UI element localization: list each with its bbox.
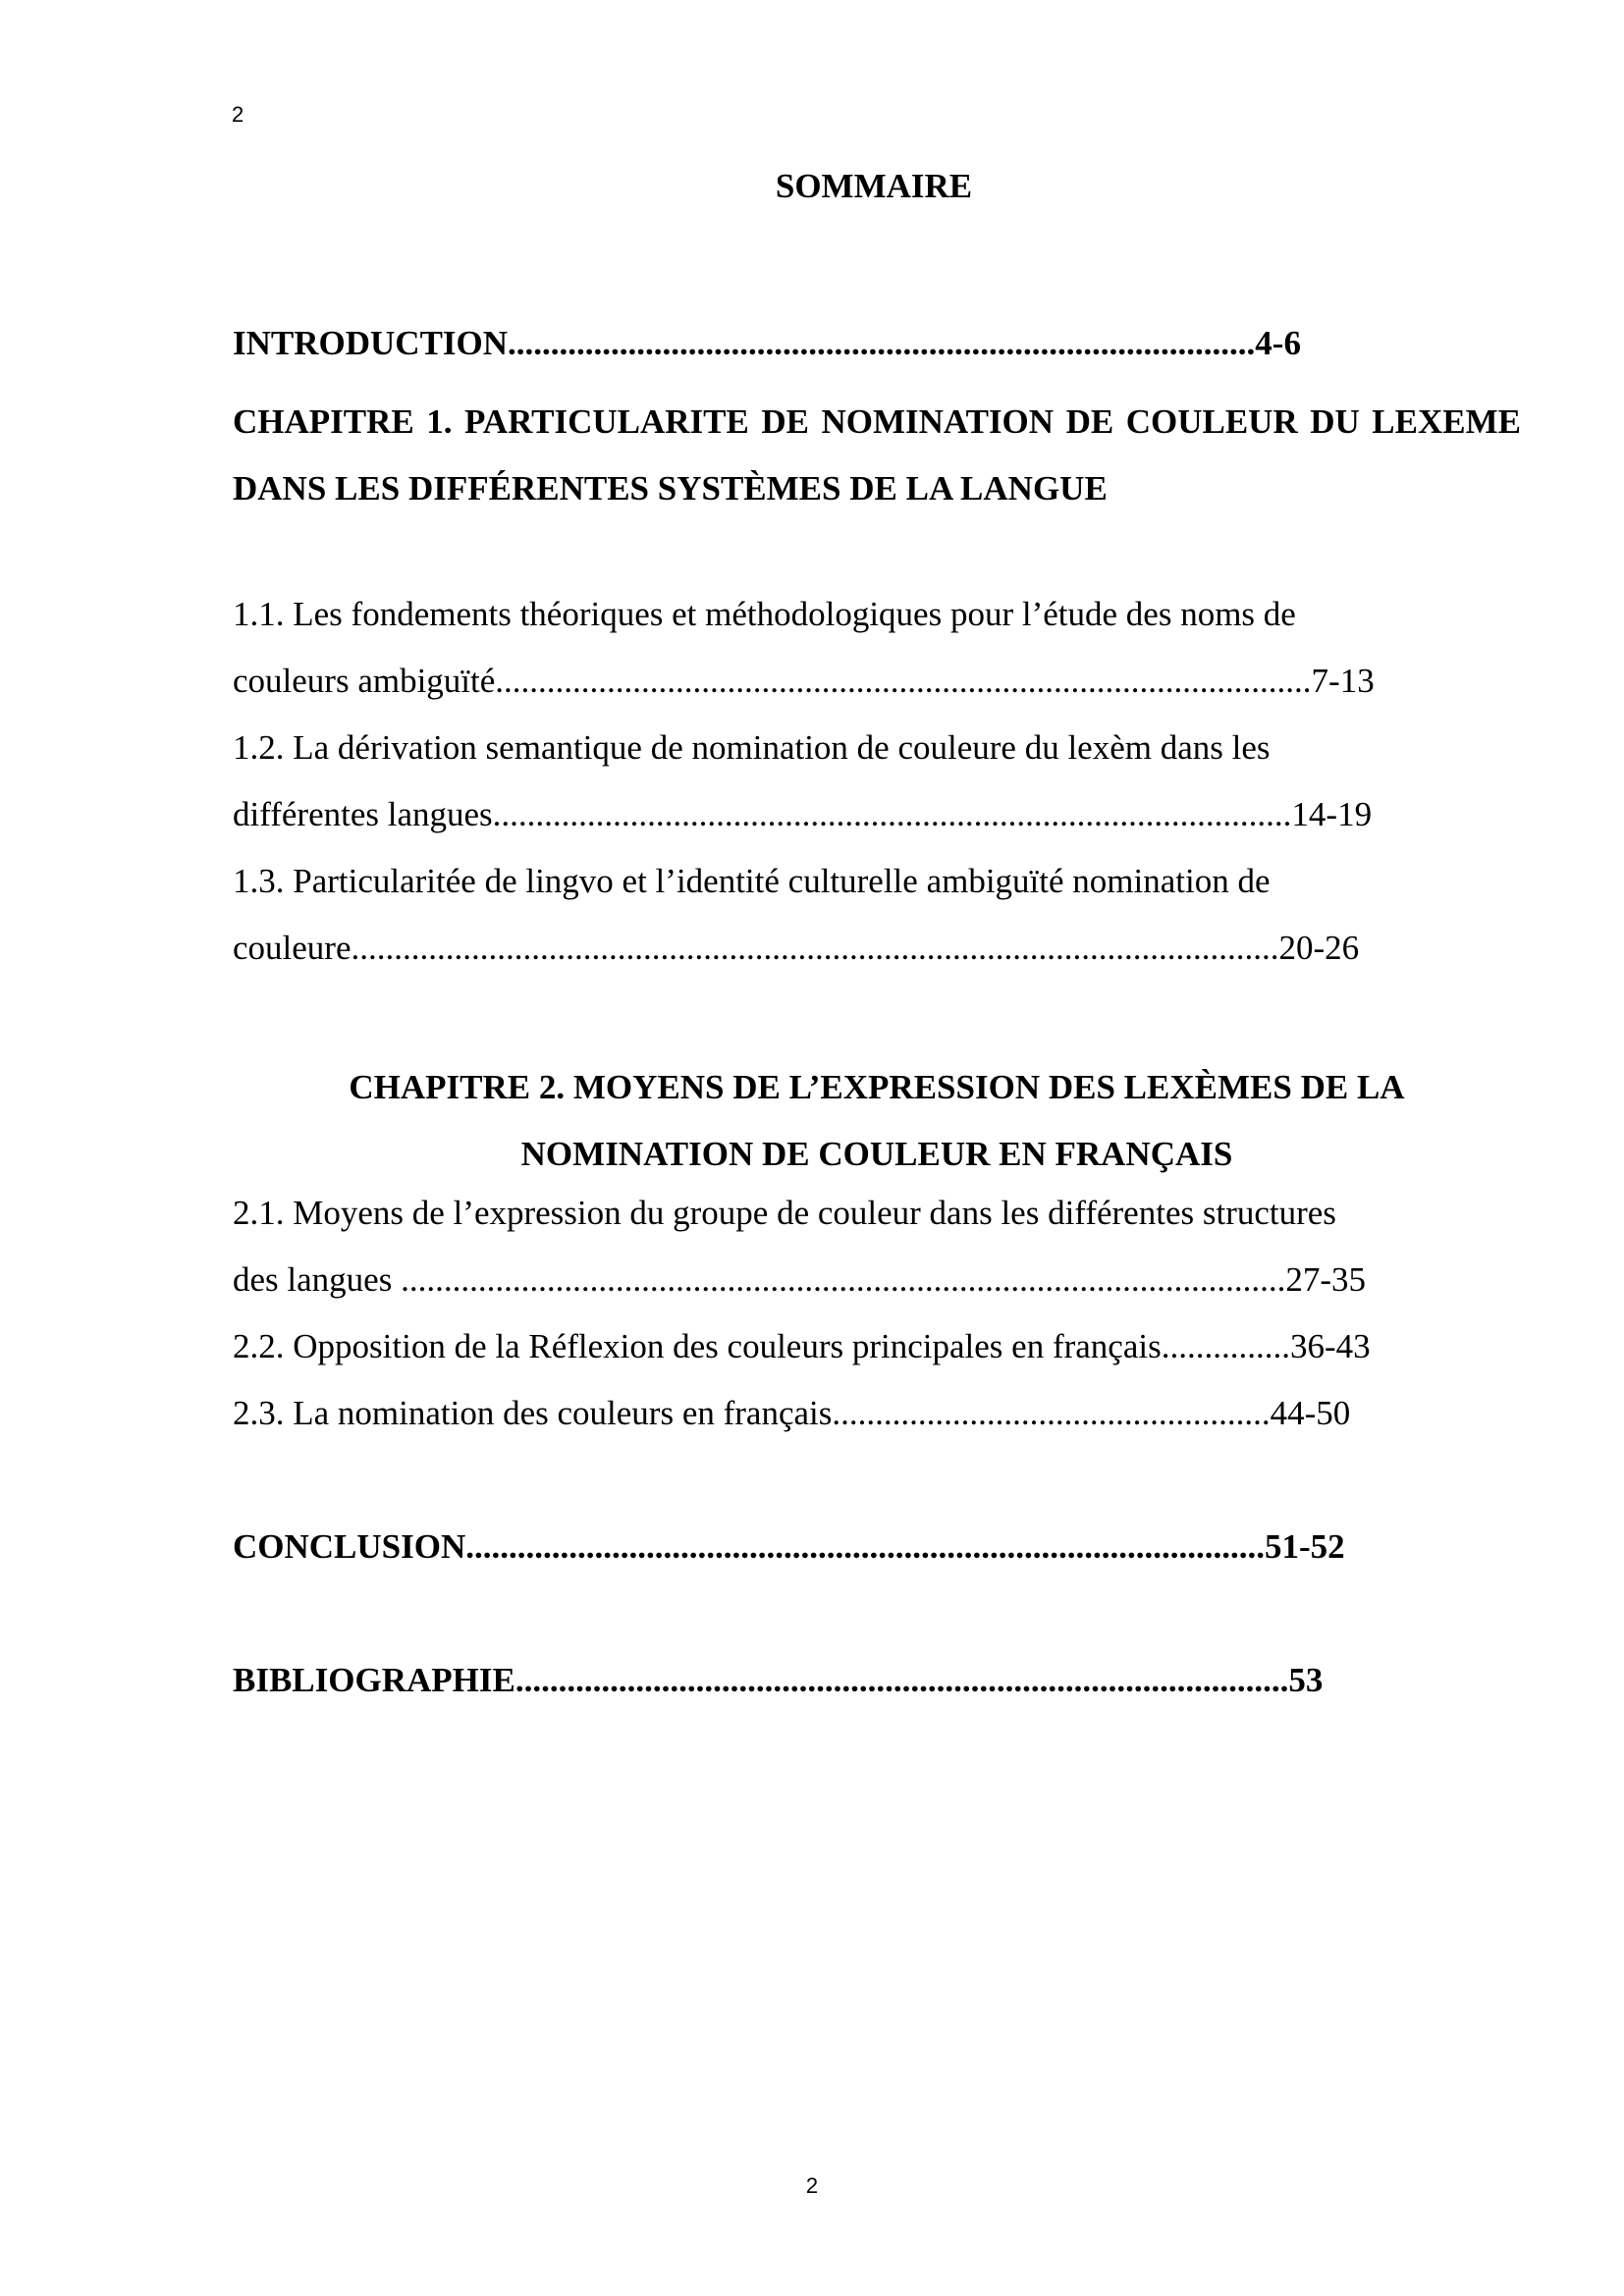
toc-conclusion: CONCLUSION.............................................................................................51-52 [233, 1527, 1345, 1566]
toc-section-1-2-line-1: 1.2. La dérivation semantique de nomination de couleure du lexèm dans les [233, 728, 1271, 767]
toc-section-1-3-line-1: 1.3. Particularitée de lingvo et l’identité culturelle ambiguïté nomination de [233, 862, 1271, 900]
toc-section-1-2-line-2: différentes langues.............................................................................................14-19 [233, 795, 1373, 833]
toc-introduction: INTRODUCTION.......................................................................................4-6 [233, 324, 1301, 362]
toc-chapter-1-title: CHAPITRE 1. PARTICULARITE DE NOMINATION DE COULEUR DU LEXEME DANS LES DIFFÉRENTES SYSTÈMES DE LA LANGUE [233, 402, 1521, 507]
page-title: SOMMAIRE [775, 167, 973, 205]
toc-section-1-1-line-1: 1.1. Les fondements théoriques et méthodologiques pour l’étude des noms de [233, 595, 1296, 633]
toc-section-1-3-line-2: couleure............................................................................................................20-26 [233, 929, 1360, 967]
page-number-top: 2 [232, 102, 244, 127]
page-number-bottom: 2 [805, 2173, 819, 2198]
toc-section-2-2: 2.2. Opposition de la Réflexion des couleurs principales en français...............36-43 [233, 1327, 1371, 1365]
toc-chapter-2-title: CHAPITRE 2. MOYENS DE L’EXPRESSION DES LEXÈMES DE LA NOMINATION DE COULEUR EN FRANÇAIS [349, 1068, 1405, 1173]
toc-bibliographie: BIBLIOGRAPHIE..........................................................................................53 [233, 1661, 1324, 1699]
toc-section-2-3: 2.3. La nomination des couleurs en français...................................................44-50 [233, 1394, 1351, 1432]
toc-section-2-1-line-2: des langues .......................................................................................................27-35 [233, 1260, 1366, 1299]
toc-section-2-1-line-1: 2.1. Moyens de l’expression du groupe de couleur dans les différentes structures [233, 1194, 1336, 1232]
toc-section-1-1-line-2: couleurs ambiguïté...............................................................................................7-13 [233, 662, 1375, 700]
